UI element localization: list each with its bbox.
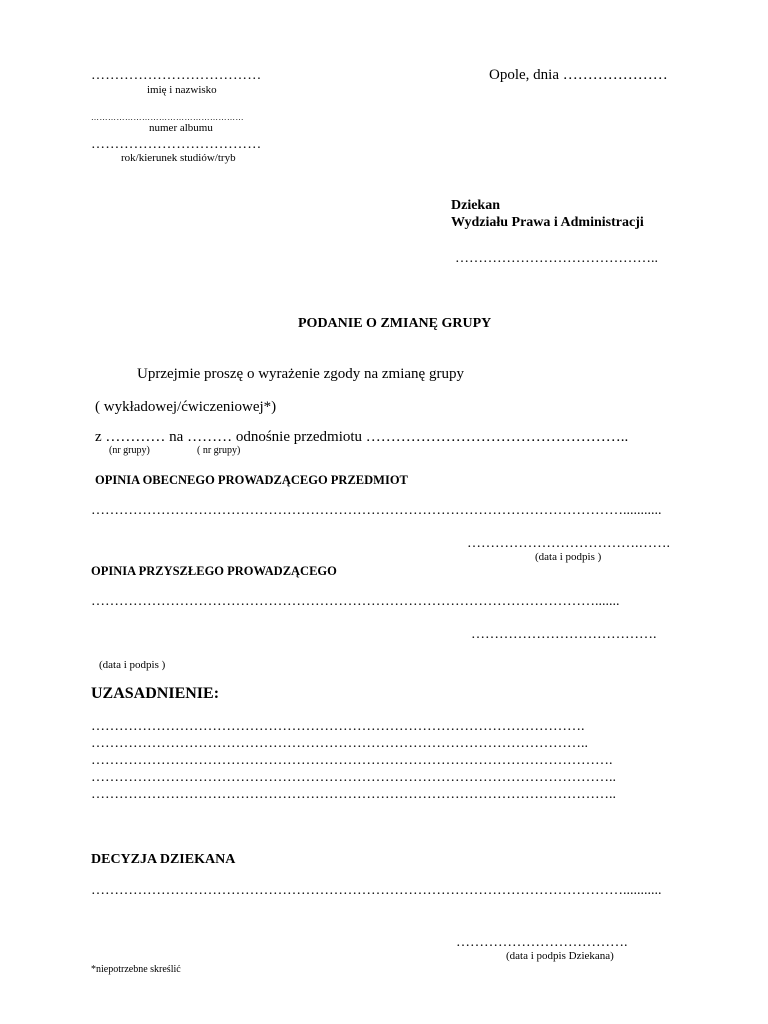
- year-field-label: rok/kierunek studiów/tryb: [121, 152, 236, 164]
- current-teacher-heading: OPINIA OBECNEGO PROWADZĄCEGO PRZEDMIOT: [95, 473, 408, 487]
- addressee-faculty: Wydziału Prawa i Administracji: [451, 215, 644, 230]
- justification-line[interactable]: …………………………………………………………………………………………….: [91, 719, 585, 734]
- city-date-field[interactable]: Opole, dnia …………………: [489, 67, 668, 83]
- album-field-dots[interactable]: ………………………………………………: [91, 113, 244, 122]
- future-teacher-signature-dots[interactable]: ………………………………….: [471, 627, 657, 642]
- future-teacher-opinion-line[interactable]: ……………………………………………………………………………………………….......: [91, 594, 620, 609]
- addressee-name-dots[interactable]: ……………………………………..: [455, 251, 658, 266]
- name-field-dots[interactable]: ………………………………: [91, 68, 262, 83]
- future-teacher-heading: OPINIA PRZYSZŁEGO PROWADZĄCEGO: [91, 564, 337, 578]
- dean-decision-line[interactable]: ……………………………………………………………………………………………………...........: [91, 883, 662, 898]
- justification-line[interactable]: ……………………………………………………………………………………………..: [91, 736, 588, 751]
- footnote: *niepotrzebne skreślić: [91, 964, 181, 975]
- justification-line[interactable]: …………………………………………………………………………………………………..: [91, 770, 616, 785]
- from-group-label: (nr grupy): [109, 445, 150, 456]
- justification-line[interactable]: …………………………………………………………………………………………………..: [91, 787, 616, 802]
- to-group-label: ( nr grupy): [197, 445, 241, 456]
- current-teacher-signature-dots[interactable]: ……………………………….…….: [467, 536, 670, 551]
- current-teacher-opinion-line[interactable]: ……………………………………………………………………………………………………...........: [91, 503, 662, 518]
- current-teacher-signature-label: (data i podpis ): [535, 551, 602, 563]
- request-text-line2: ( wykładowej/ćwiczeniowej*): [95, 399, 277, 415]
- request-text-line1: Uprzejmie proszę o wyrażenie zgody na zmianę grupy: [137, 366, 464, 382]
- future-teacher-signature-label: (data i podpis ): [99, 659, 166, 671]
- document-title: PODANIE O ZMIANĘ GRUPY: [298, 316, 492, 331]
- justification-heading: UZASADNIENIE:: [91, 685, 220, 702]
- album-field-label: numer albumu: [149, 122, 213, 134]
- dean-decision-heading: DECYZJA DZIEKANA: [91, 852, 236, 867]
- year-field-dots[interactable]: ………………………………: [91, 137, 262, 152]
- addressee-title: Dziekan: [451, 198, 500, 213]
- name-field-label: imię i nazwisko: [147, 84, 217, 96]
- justification-line[interactable]: ………………………………………………………………………………………………….: [91, 753, 613, 768]
- dean-signature-label: (data i podpis Dziekana): [506, 950, 614, 962]
- request-group-line[interactable]: z ………… na ……… odnośnie przedmiotu ……………………………………………..: [95, 429, 629, 445]
- dean-signature-dots[interactable]: ……………………………….: [456, 935, 628, 950]
